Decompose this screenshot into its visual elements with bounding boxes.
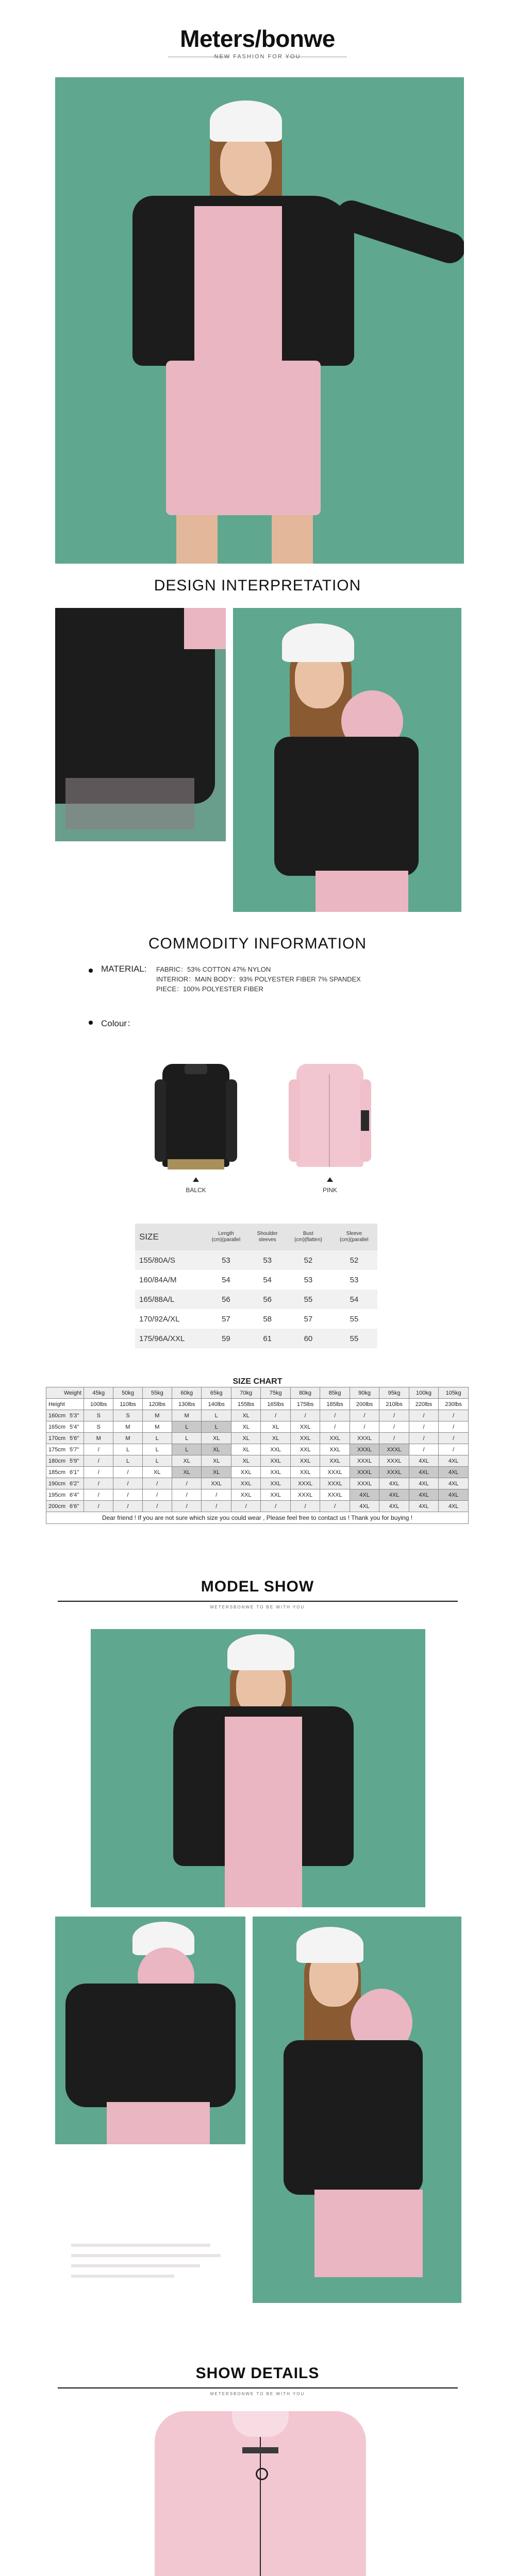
size-cell: 54 xyxy=(331,1290,377,1309)
table-row xyxy=(46,1421,469,1433)
design-photo-model xyxy=(233,608,461,912)
commodity-section-title: COMMODITY INFORMATION xyxy=(148,935,367,952)
size-chart-cell: XXL xyxy=(261,1444,290,1455)
size-chart-cell: L xyxy=(142,1444,172,1455)
weight-kg-cell: 85kg xyxy=(320,1387,350,1399)
height-cm: 190cm xyxy=(48,1480,66,1487)
size-cell: 58 xyxy=(263,1314,272,1324)
size-chart-cell: / xyxy=(142,1501,172,1512)
size-chart-cell: XXXL xyxy=(320,1478,350,1489)
size-chart-cell: / xyxy=(290,1501,320,1512)
brand-name-left: Meters xyxy=(180,25,255,52)
size-chart-cell: L xyxy=(172,1433,202,1444)
size-header-length: Length (cm)(parallel xyxy=(203,1224,249,1250)
size-chart-cell: XXL xyxy=(261,1489,290,1501)
height-ft: 6'6" xyxy=(70,1503,79,1510)
size-chart-table xyxy=(46,1387,469,1524)
size-chart-cell: 4XL xyxy=(350,1501,379,1512)
size-chart-cell: XXL xyxy=(290,1455,320,1467)
height-cell xyxy=(46,1433,84,1444)
table-row xyxy=(46,1444,469,1455)
height-ft: 6'1" xyxy=(70,1469,79,1476)
size-cell: 61 xyxy=(249,1329,286,1348)
size-chart-cell: XXL xyxy=(290,1433,320,1444)
weight-lbs-cell: 200lbs xyxy=(350,1399,379,1410)
weight-kg-cell: 70kg xyxy=(231,1387,260,1399)
size-chart-cell: / xyxy=(142,1478,172,1489)
size-chart-cell: XXXL xyxy=(290,1489,320,1501)
size-chart-cell: / xyxy=(84,1489,113,1501)
size-chart-cell: / xyxy=(409,1410,438,1421)
size-chart-cell: XL xyxy=(202,1433,231,1444)
size-chart-cell: XL xyxy=(231,1410,260,1421)
height-cm: 180cm xyxy=(48,1458,66,1464)
height-label: Height xyxy=(46,1399,84,1410)
height-cm: 195cm xyxy=(48,1492,66,1498)
size-chart-cell: L xyxy=(142,1455,172,1467)
size-chart-cell: L xyxy=(142,1433,172,1444)
weight-lbs-cell: 165lbs xyxy=(261,1399,290,1410)
size-chart-cell: M xyxy=(142,1421,172,1433)
weight-kg-cell: 50kg xyxy=(113,1387,142,1399)
size-chart-cell: XXL xyxy=(261,1467,290,1478)
size-chart-cell: XXXL xyxy=(350,1433,379,1444)
height-ft: 5'7" xyxy=(70,1446,79,1453)
size-cell: 60 xyxy=(286,1329,331,1348)
swatch-pink-jacket[interactable] xyxy=(289,1064,371,1177)
height-ft: 6'4" xyxy=(70,1492,79,1498)
weight-lbs-cell: 220lbs xyxy=(409,1399,438,1410)
size-chart-note: Dear friend ! If you are not sure which size you could wear , Please feel free to contact us ! Thank you for buying ! xyxy=(46,1512,469,1524)
size-cell: 57 xyxy=(222,1314,230,1324)
size-chart-cell: / xyxy=(84,1444,113,1455)
size-chart-cell: / xyxy=(350,1410,379,1421)
size-chart-cell: XXXL xyxy=(320,1467,350,1478)
show-details-photo xyxy=(155,2411,366,2576)
size-chart-cell: / xyxy=(142,1489,172,1501)
size-cell: 55 xyxy=(286,1290,331,1309)
size-chart-cell: XXXL xyxy=(350,1455,379,1467)
height-cm: 165cm xyxy=(48,1423,66,1430)
colour-label: Colour： xyxy=(101,1019,136,1028)
size-measure-table xyxy=(135,1224,377,1348)
size-chart-cell: M xyxy=(113,1433,142,1444)
weight-lbs-cell: 175lbs xyxy=(290,1399,320,1410)
size-chart-cell: XL xyxy=(231,1433,260,1444)
size-chart-cell: / xyxy=(113,1478,142,1489)
size-chart-cell: 4XL xyxy=(409,1467,438,1478)
weight-kg-cell: 90kg xyxy=(350,1387,379,1399)
size-chart-cell: XXXL xyxy=(320,1489,350,1501)
size-chart-cell: / xyxy=(409,1433,438,1444)
size-cell: 160/84A/M xyxy=(139,1275,177,1284)
size-chart-cell: L xyxy=(202,1410,231,1421)
model-show-photo-back xyxy=(55,1917,245,2144)
size-chart-cell: / xyxy=(84,1478,113,1489)
model-description-placeholder xyxy=(71,2244,226,2285)
size-chart-cell: 4XL xyxy=(439,1478,469,1489)
size-chart-cell: 4XL xyxy=(379,1501,409,1512)
size-chart-cell: XXL xyxy=(320,1455,350,1467)
table-row xyxy=(46,1489,469,1501)
height-cell xyxy=(46,1489,84,1501)
size-chart-cell: / xyxy=(172,1501,202,1512)
size-chart-cell: XXXL xyxy=(350,1478,379,1489)
table-row xyxy=(46,1410,469,1421)
size-chart-cell: / xyxy=(439,1444,469,1455)
size-cell: 56 xyxy=(203,1290,249,1309)
size-chart-cell: XXXL xyxy=(350,1467,379,1478)
size-chart-cell: / xyxy=(113,1467,142,1478)
height-cm: 160cm xyxy=(48,1412,66,1419)
size-header-bust: Bust (cm)(flatten) xyxy=(286,1224,331,1250)
table-row xyxy=(135,1250,377,1270)
model-show-subtitle: METERSBONWE TO BE WITH YOU xyxy=(210,1605,305,1609)
colour-bullet-icon xyxy=(89,1021,93,1025)
material-label: MATERIAL: xyxy=(101,964,147,974)
size-chart-cell: / xyxy=(290,1410,320,1421)
size-chart-cell: / xyxy=(84,1455,113,1467)
size-table-header xyxy=(135,1224,377,1250)
size-chart-cell: / xyxy=(320,1421,350,1433)
height-ft: 5'4" xyxy=(70,1423,79,1430)
table-row xyxy=(135,1329,377,1348)
height-cm: 170cm xyxy=(48,1435,66,1442)
size-chart-cell: S xyxy=(84,1421,113,1433)
brand-slash-icon: / xyxy=(255,25,261,52)
size-cell: 175/96A/XXL xyxy=(135,1329,203,1348)
size-chart-cell: XXL xyxy=(320,1444,350,1455)
size-chart-cell: / xyxy=(172,1478,202,1489)
table-row xyxy=(135,1290,377,1309)
size-cell: 53 xyxy=(350,1275,359,1284)
size-chart-cell: / xyxy=(439,1433,469,1444)
height-cm: 185cm xyxy=(48,1469,66,1476)
weight-lbs-cell: 210lbs xyxy=(379,1399,409,1410)
size-chart-cell: XXXL xyxy=(290,1478,320,1489)
size-cell: 52 xyxy=(286,1250,331,1270)
weight-lbs-cell: 130lbs xyxy=(172,1399,202,1410)
material-details xyxy=(156,964,476,994)
size-chart-cell: XXL xyxy=(231,1467,260,1478)
size-chart-cell: 4XL xyxy=(409,1455,438,1467)
swatch-black-label: BALCK xyxy=(186,1187,206,1194)
size-chart-cell: XL xyxy=(231,1421,260,1433)
size-cell: 52 xyxy=(331,1250,377,1270)
show-details-rule xyxy=(58,2387,458,2388)
size-chart-cell: 4XL xyxy=(379,1489,409,1501)
weight-lbs-cell: 120lbs xyxy=(142,1399,172,1410)
table-row xyxy=(135,1270,377,1290)
size-chart-cell: XXXL xyxy=(379,1467,409,1478)
size-cell: 155/80A/S xyxy=(135,1250,203,1270)
weight-kg-cell: 80kg xyxy=(290,1387,320,1399)
table-row xyxy=(46,1478,469,1489)
size-header-size: SIZE xyxy=(135,1224,203,1250)
weight-lbs-cell: 230lbs xyxy=(439,1399,469,1410)
size-chart-cell: 4XL xyxy=(409,1489,438,1501)
size-cell: 56 xyxy=(249,1290,286,1309)
height-ft: 5'3" xyxy=(70,1412,79,1419)
weight-kg-cell: 75kg xyxy=(261,1387,290,1399)
size-chart-cell: / xyxy=(350,1421,379,1433)
height-cm: 200cm xyxy=(48,1503,66,1510)
swatch-pink-label: PINK xyxy=(322,1187,337,1194)
table-row xyxy=(46,1455,469,1467)
size-chart-cell: 4XL xyxy=(409,1478,438,1489)
weight-kg-cell: 45kg xyxy=(84,1387,113,1399)
size-chart-cell: / xyxy=(320,1410,350,1421)
model-show-photo-side xyxy=(253,1917,461,2303)
size-chart-cell: S xyxy=(113,1410,142,1421)
size-chart-cell: XL xyxy=(202,1444,231,1455)
size-chart-cell: / xyxy=(409,1421,438,1433)
model-show-photo-main xyxy=(91,1629,425,1907)
size-chart-cell: XXL xyxy=(290,1444,320,1455)
brand-tagline: NEW FASHION FOR YOU xyxy=(214,54,301,60)
show-details-subtitle: METERSBONWE TO BE WITH YOU xyxy=(210,2392,305,2396)
size-cell: 165/88A/L xyxy=(135,1290,203,1309)
brand-name-right: bonwe xyxy=(261,25,335,52)
size-cell: 54 xyxy=(222,1275,230,1284)
size-chart-cell: / xyxy=(379,1421,409,1433)
table-row xyxy=(46,1467,469,1478)
height-ft: 5'6" xyxy=(70,1435,79,1442)
size-chart-cell: / xyxy=(172,1489,202,1501)
size-chart-cell: / xyxy=(379,1410,409,1421)
height-cell xyxy=(46,1467,84,1478)
material-line-1: FABRIC：53% COTTON 47% NYLON xyxy=(156,965,271,973)
brand-logo xyxy=(0,25,515,53)
size-chart-cell: / xyxy=(261,1501,290,1512)
size-chart-cell: XL xyxy=(231,1455,260,1467)
weight-label: Weight xyxy=(46,1387,84,1399)
size-chart-cell: / xyxy=(202,1489,231,1501)
hero-photo xyxy=(55,77,464,564)
height-cell xyxy=(46,1421,84,1433)
size-chart-cell: L xyxy=(172,1421,202,1433)
size-cell: 55 xyxy=(350,1314,359,1324)
weight-kg-cell: 55kg xyxy=(142,1387,172,1399)
size-chart-cell: 4XL xyxy=(379,1478,409,1489)
size-chart-cell: M xyxy=(113,1421,142,1433)
size-chart-cell: / xyxy=(409,1444,438,1455)
height-cell xyxy=(46,1501,84,1512)
size-chart-cell: 4XL xyxy=(350,1489,379,1501)
height-cell xyxy=(46,1410,84,1421)
size-chart-cell: L xyxy=(113,1455,142,1467)
size-chart-cell: / xyxy=(261,1410,290,1421)
model-show-title: MODEL SHOW xyxy=(201,1578,314,1595)
size-chart-cell: L xyxy=(202,1421,231,1433)
size-chart-cell: 4XL xyxy=(439,1467,469,1478)
swatch-black-jacket[interactable] xyxy=(155,1064,237,1177)
size-chart-cell: XXL xyxy=(290,1467,320,1478)
size-cell: 53 xyxy=(304,1275,313,1284)
size-chart-cell: XXL xyxy=(290,1421,320,1433)
weight-kg-cell: 105kg xyxy=(439,1387,469,1399)
size-chart-note-row xyxy=(46,1512,469,1524)
weight-kg-cell: 100kg xyxy=(409,1387,438,1399)
size-chart-cell: XXL xyxy=(231,1478,260,1489)
size-cell: 170/92A/XL xyxy=(139,1314,180,1324)
size-header-sleeve: Sleeve (cm)(parallel xyxy=(331,1224,377,1250)
size-chart-cell: XXXL xyxy=(379,1444,409,1455)
size-header-shoulder: Shoulder sleeves xyxy=(249,1224,286,1250)
size-cell: 53 xyxy=(249,1250,286,1270)
model-show-rule xyxy=(58,1601,458,1602)
height-ft: 6'2" xyxy=(70,1480,79,1487)
size-chart-lbs-row xyxy=(46,1399,469,1410)
size-chart-cell: 4XL xyxy=(439,1501,469,1512)
weight-kg-cell: 65kg xyxy=(202,1387,231,1399)
size-chart-cell: XXL xyxy=(261,1478,290,1489)
show-details-title: SHOW DETAILS xyxy=(195,2365,320,2382)
size-chart-cell: XXXL xyxy=(379,1455,409,1467)
weight-lbs-cell: 155lbs xyxy=(231,1399,260,1410)
size-chart-cell: XL xyxy=(142,1467,172,1478)
size-chart-cell: XL xyxy=(261,1433,290,1444)
swatch-pink-pointer-icon xyxy=(327,1177,333,1182)
size-chart-cell: XL xyxy=(172,1467,202,1478)
weight-lbs-cell: 110lbs xyxy=(113,1399,142,1410)
size-chart-cell: 4XL xyxy=(439,1489,469,1501)
size-chart-cell: / xyxy=(231,1501,260,1512)
size-chart-cell: XL xyxy=(261,1421,290,1433)
size-chart-cell: L xyxy=(113,1444,142,1455)
table-row xyxy=(135,1309,377,1329)
size-chart-cell: / xyxy=(439,1410,469,1421)
size-chart-cell: / xyxy=(379,1433,409,1444)
height-cell xyxy=(46,1455,84,1467)
design-photo-detail xyxy=(55,608,226,841)
size-chart-cell: / xyxy=(439,1421,469,1433)
size-chart-cell: M xyxy=(142,1410,172,1421)
size-chart-cell: XL xyxy=(202,1467,231,1478)
size-cell: 57 xyxy=(304,1314,313,1324)
size-cell: 55 xyxy=(331,1329,377,1348)
size-chart-cell: / xyxy=(84,1467,113,1478)
material-line-2: INTERIOR：MAIN BODY：93% POLYESTER FIBER 7% SPANDEX xyxy=(156,975,361,983)
size-cell: 59 xyxy=(203,1329,249,1348)
size-chart-cell: XL xyxy=(231,1444,260,1455)
size-chart-cell: / xyxy=(113,1489,142,1501)
table-row xyxy=(46,1501,469,1512)
design-section-title: DESIGN INTERPRETATION xyxy=(154,577,361,594)
size-chart-cell: S xyxy=(84,1410,113,1421)
size-chart-cell: M xyxy=(172,1410,202,1421)
weight-kg-cell: 60kg xyxy=(172,1387,202,1399)
size-chart-kg-row xyxy=(46,1387,469,1399)
size-chart-cell: / xyxy=(320,1501,350,1512)
weight-kg-cell: 95kg xyxy=(379,1387,409,1399)
size-chart-cell: XXL xyxy=(231,1489,260,1501)
height-cell xyxy=(46,1444,84,1455)
size-chart-cell: / xyxy=(202,1501,231,1512)
size-chart-cell: XXXL xyxy=(350,1444,379,1455)
size-cell: 53 xyxy=(203,1250,249,1270)
table-row xyxy=(46,1433,469,1444)
material-line-3: PIECE：100% POLYESTER FIBER xyxy=(156,985,263,993)
size-chart-cell: L xyxy=(172,1444,202,1455)
size-chart-cell: M xyxy=(84,1433,113,1444)
weight-lbs-cell: 140lbs xyxy=(202,1399,231,1410)
size-chart-cell: XXL xyxy=(202,1478,231,1489)
swatch-black-pointer-icon xyxy=(193,1177,199,1182)
height-ft: 5'9" xyxy=(70,1458,79,1464)
weight-lbs-cell: 100lbs xyxy=(84,1399,113,1410)
size-chart-cell: XL xyxy=(202,1455,231,1467)
size-chart-cell: XXL xyxy=(261,1455,290,1467)
size-cell: 54 xyxy=(263,1275,272,1284)
size-chart-cell: XL xyxy=(172,1455,202,1467)
size-chart-cell: XXL xyxy=(320,1433,350,1444)
size-chart-title: SIZE CHART xyxy=(232,1377,283,1386)
size-chart-cell: / xyxy=(84,1501,113,1512)
size-chart-cell: 4XL xyxy=(439,1455,469,1467)
weight-lbs-cell: 185lbs xyxy=(320,1399,350,1410)
size-chart-cell: 4XL xyxy=(409,1501,438,1512)
height-cell xyxy=(46,1478,84,1489)
size-chart-cell: / xyxy=(113,1501,142,1512)
material-bullet-icon xyxy=(89,969,93,973)
height-cm: 175cm xyxy=(48,1446,66,1453)
